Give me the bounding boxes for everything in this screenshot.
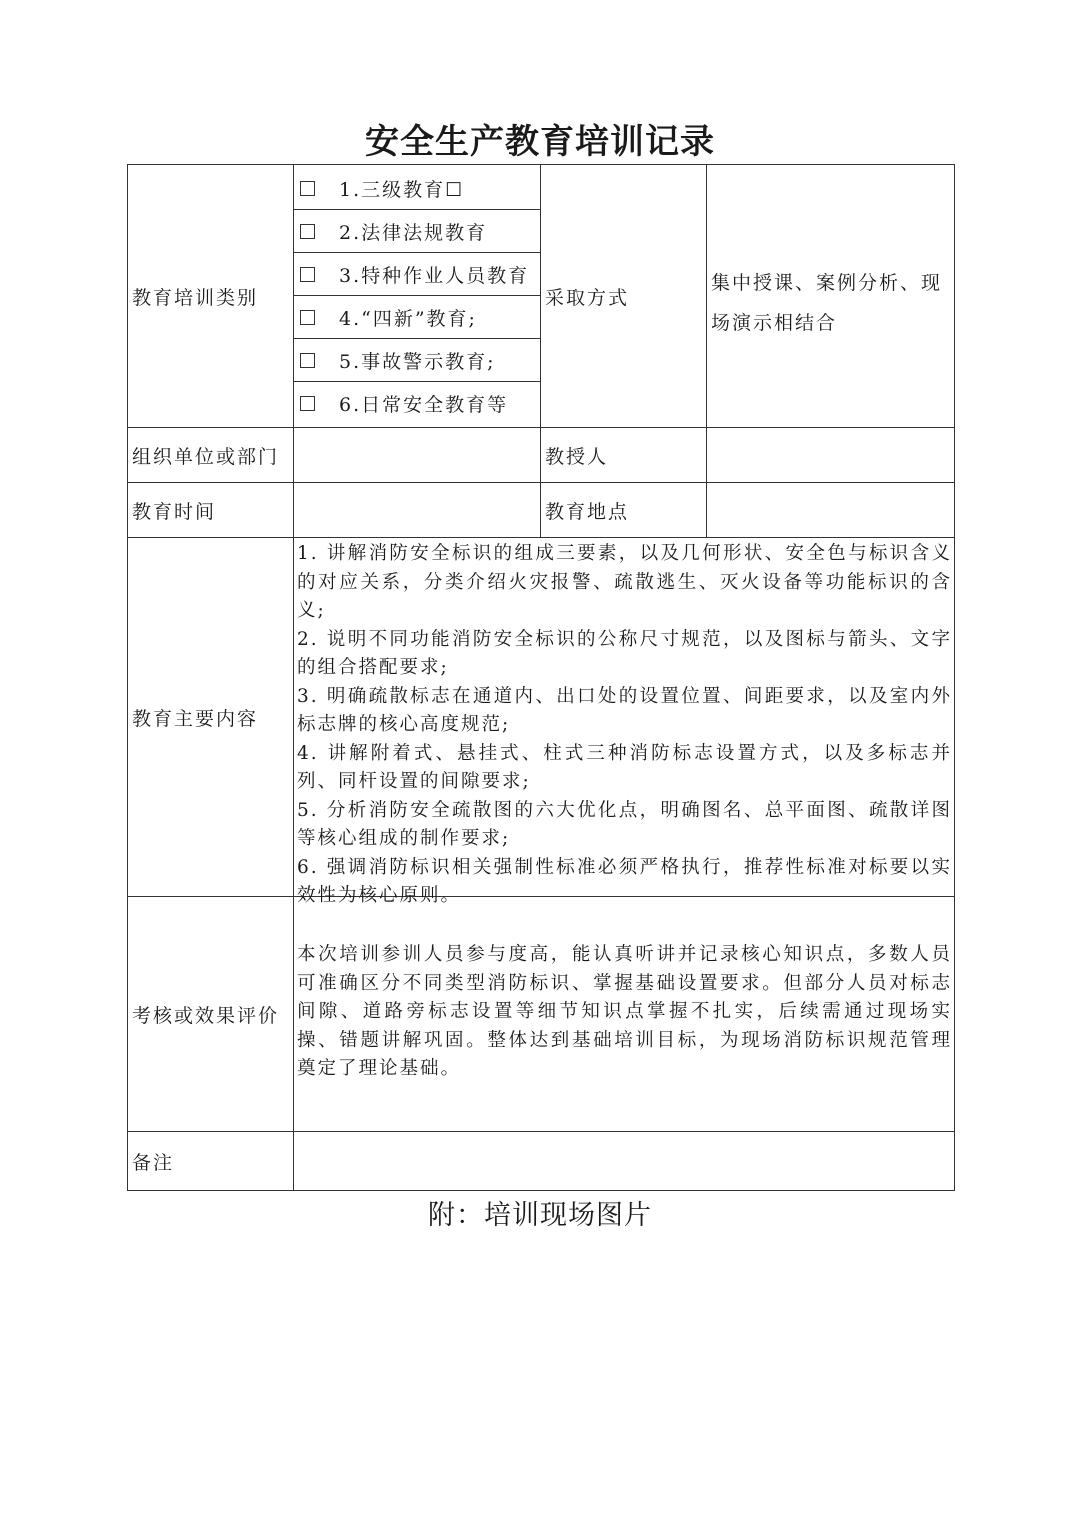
evaluation-cell[interactable] (294, 897, 955, 1132)
content-label: 教育主要内容 (128, 538, 294, 897)
content-item: 5. 分析消防安全疏散图的六大优化点，明确图名、总平面图、疏散详图等核心组成的制作要求; (297, 799, 952, 849)
training-category-options (294, 165, 541, 428)
organizer-row (128, 428, 955, 483)
checkbox-icon[interactable] (300, 181, 315, 196)
evaluation-label: 考核或效果评价 (128, 897, 294, 1132)
checkbox-icon[interactable] (300, 224, 315, 239)
category-option[interactable] (294, 382, 540, 425)
category-option[interactable] (294, 339, 540, 382)
checkbox-icon[interactable] (300, 267, 315, 282)
category-option[interactable] (294, 210, 540, 253)
content-list (294, 538, 954, 906)
evaluation-text: 本次培训参训人员参与度高，能认真听讲并记录核心知识点，多数人员可准确区分不同类型消防标识、掌握基础设置要求。但部分人员对标志间隙、道路旁标志设置等细节知识点掌握不扎实，后续需通过现场实操、错题讲解巩固。整体达到基础培训目标，为现场消防标识规范管理奠定了理论基础。 (297, 944, 952, 1079)
content-row (128, 538, 955, 897)
location-value[interactable] (707, 483, 955, 538)
category-option[interactable] (294, 296, 540, 339)
category-option[interactable] (294, 167, 540, 210)
time-label: 教育时间 (128, 483, 294, 538)
method-value[interactable]: 集中授课、案例分析、现场演示相结合 (707, 165, 955, 428)
category-option-label: 4.“四新”教育; (339, 307, 477, 330)
content-item: 3. 明确疏散标志在通道内、出口处的设置位置、间距要求，以及室内外标志牌的核心高度规范; (297, 685, 952, 735)
appendix-heading: 附：培训现场图片 (428, 1200, 652, 1231)
category-row (128, 165, 955, 428)
checkbox-icon[interactable] (300, 353, 315, 368)
instructor-value[interactable] (707, 428, 955, 483)
training-category-label: 教育培训类别 (128, 165, 294, 428)
instructor-label: 教授人 (541, 428, 707, 483)
location-label: 教育地点 (541, 483, 707, 538)
remarks-row (128, 1132, 955, 1191)
document-title: 安全生产教育培训记录 (365, 122, 715, 162)
content-item: 6. 强调消防标识相关强制性标准必须严格执行，推荐性标准对标要以实效性为核心原则。 (297, 856, 952, 906)
checkbox-icon[interactable] (300, 310, 315, 325)
remarks-value[interactable] (294, 1132, 955, 1191)
training-record-table (127, 164, 955, 1191)
remarks-label: 备注 (128, 1132, 294, 1191)
category-option-label: 6.日常安全教育等 (339, 394, 509, 416)
category-option-label: 5.事故警示教育; (339, 350, 496, 373)
content-item: 4. 讲解附着式、悬挂式、柱式三种消防标志设置方式，以及多标志并列、同杆设置的间隙要求; (297, 742, 952, 792)
category-option-label: 2.法律法规教育 (339, 221, 488, 244)
method-label: 采取方式 (541, 165, 707, 428)
organizer-value[interactable] (294, 428, 541, 483)
content-item: 1. 讲解消防安全标识的组成三要素，以及几何形状、安全色与标识含义的对应关系，分类介绍火灾报警、疏散逃生、灭火设备等功能标识的含义; (297, 543, 952, 621)
time-value[interactable] (294, 483, 541, 538)
category-option-label: 3.特种作业人员教育 (339, 264, 530, 287)
category-option[interactable] (294, 253, 540, 296)
category-option-label: 1.三级教育☐ (339, 178, 465, 201)
time-row (128, 483, 955, 538)
content-cell[interactable] (294, 538, 955, 906)
checkbox-icon[interactable] (300, 396, 315, 411)
evaluation-row (128, 897, 955, 1132)
organizer-label: 组织单位或部门 (128, 428, 294, 483)
content-item: 2. 说明不同功能消防安全标识的公称尺寸规范，以及图标与箭头、文字的组合搭配要求; (297, 628, 952, 678)
